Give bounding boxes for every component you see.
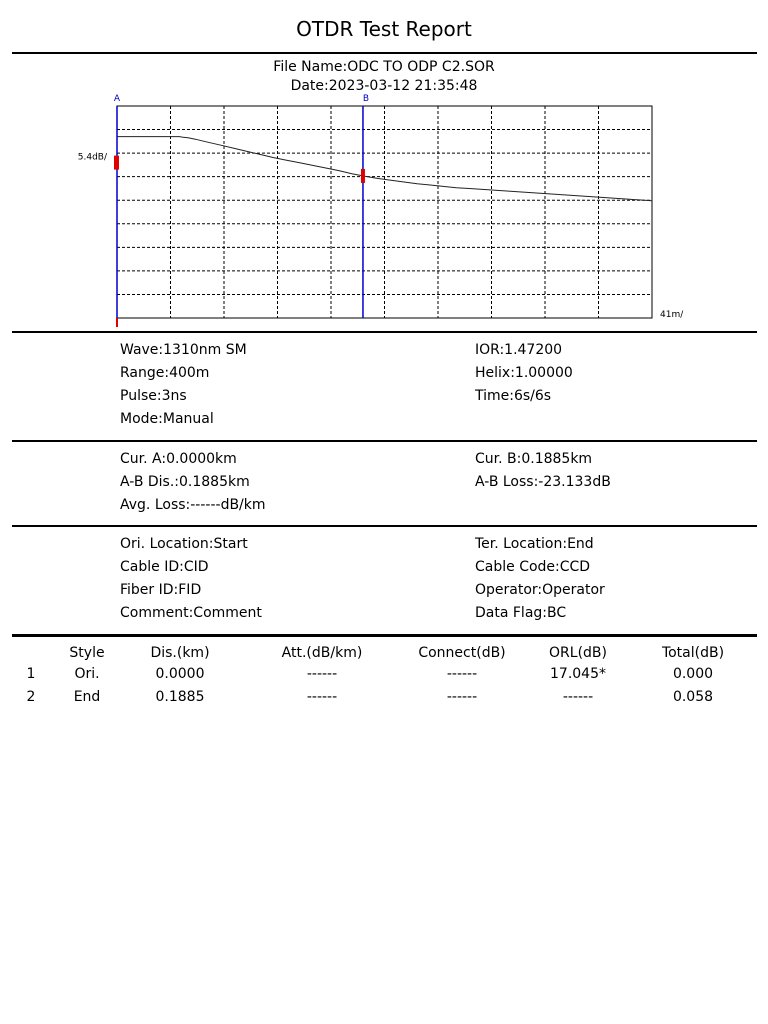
report-title: OTDR Test Report: [296, 17, 472, 41]
row-connect: ------: [446, 689, 478, 705]
ori-location-field: Ori. Location:Start: [120, 536, 248, 552]
column-header-distance: Dis.(km): [150, 645, 210, 661]
cursor-a-marker: [114, 156, 119, 170]
row-attenuation: ------: [306, 666, 338, 682]
row-distance: 0.0000: [155, 666, 205, 682]
operator-field: Operator:Operator: [475, 582, 605, 598]
row-total: 0.058: [672, 689, 714, 705]
mode-field: Mode:Manual: [120, 411, 214, 427]
ior-field: IOR:1.47200: [475, 342, 563, 358]
time-field: Time:6s/6s: [475, 388, 552, 404]
column-header-total: Total(dB): [661, 645, 725, 661]
avg-loss-field: Avg. Loss:------dB/km: [120, 497, 266, 513]
column-header-style: Style: [69, 645, 105, 661]
ab-distance-field: A-B Dis.:0.1885km: [120, 474, 250, 490]
x-scale-label: 41m/: [660, 310, 684, 320]
cursor-a-label: A: [113, 94, 121, 104]
column-header-connect: Connect(dB): [418, 645, 506, 661]
otdr-trace-chart: [0, 90, 768, 330]
divider: [12, 525, 757, 527]
file-name: File Name:ODC TO ODP C2.SOR: [273, 59, 495, 75]
data-flag-field: Data Flag:BC: [475, 605, 567, 621]
divider: [12, 52, 757, 54]
pulse-field: Pulse:3ns: [120, 388, 187, 404]
cable-code-field: Cable Code:CCD: [475, 559, 591, 575]
wave-field: Wave:1310nm SM: [120, 342, 247, 358]
row-index: 2: [26, 689, 36, 705]
divider: [12, 634, 757, 637]
row-total: 0.000: [672, 666, 714, 682]
fiber-id-field: Fiber ID:FID: [120, 582, 202, 598]
cursor-b-label: B: [362, 94, 370, 104]
ab-loss-field: A-B Loss:-23.133dB: [475, 474, 611, 490]
test-date: Date:2023-03-12 21:35:48: [290, 78, 478, 94]
divider: [12, 440, 757, 442]
row-orl: 17.045*: [550, 666, 606, 682]
row-style: Ori.: [74, 666, 100, 682]
row-style: End: [73, 689, 101, 705]
row-distance: 0.1885: [155, 689, 205, 705]
ter-location-field: Ter. Location:End: [475, 536, 594, 552]
cursor-b-marker: [361, 169, 365, 183]
y-scale-label: 5.4dB/: [77, 152, 107, 163]
column-header-attenuation: Att.(dB/km): [281, 645, 363, 661]
range-field: Range:400m: [120, 365, 210, 381]
divider: [12, 331, 757, 333]
column-header-orl: ORL(dB): [549, 645, 607, 661]
row-index: 1: [26, 666, 36, 682]
row-attenuation: ------: [306, 689, 338, 705]
cursor-a-field: Cur. A:0.0000km: [120, 451, 237, 467]
row-connect: ------: [446, 666, 478, 682]
row-orl: ------: [562, 689, 594, 705]
cable-id-field: Cable ID:CID: [120, 559, 209, 575]
cursor-b-field: Cur. B:0.1885km: [475, 451, 593, 467]
helix-field: Helix:1.00000: [475, 365, 573, 381]
comment-field: Comment:Comment: [120, 605, 262, 621]
